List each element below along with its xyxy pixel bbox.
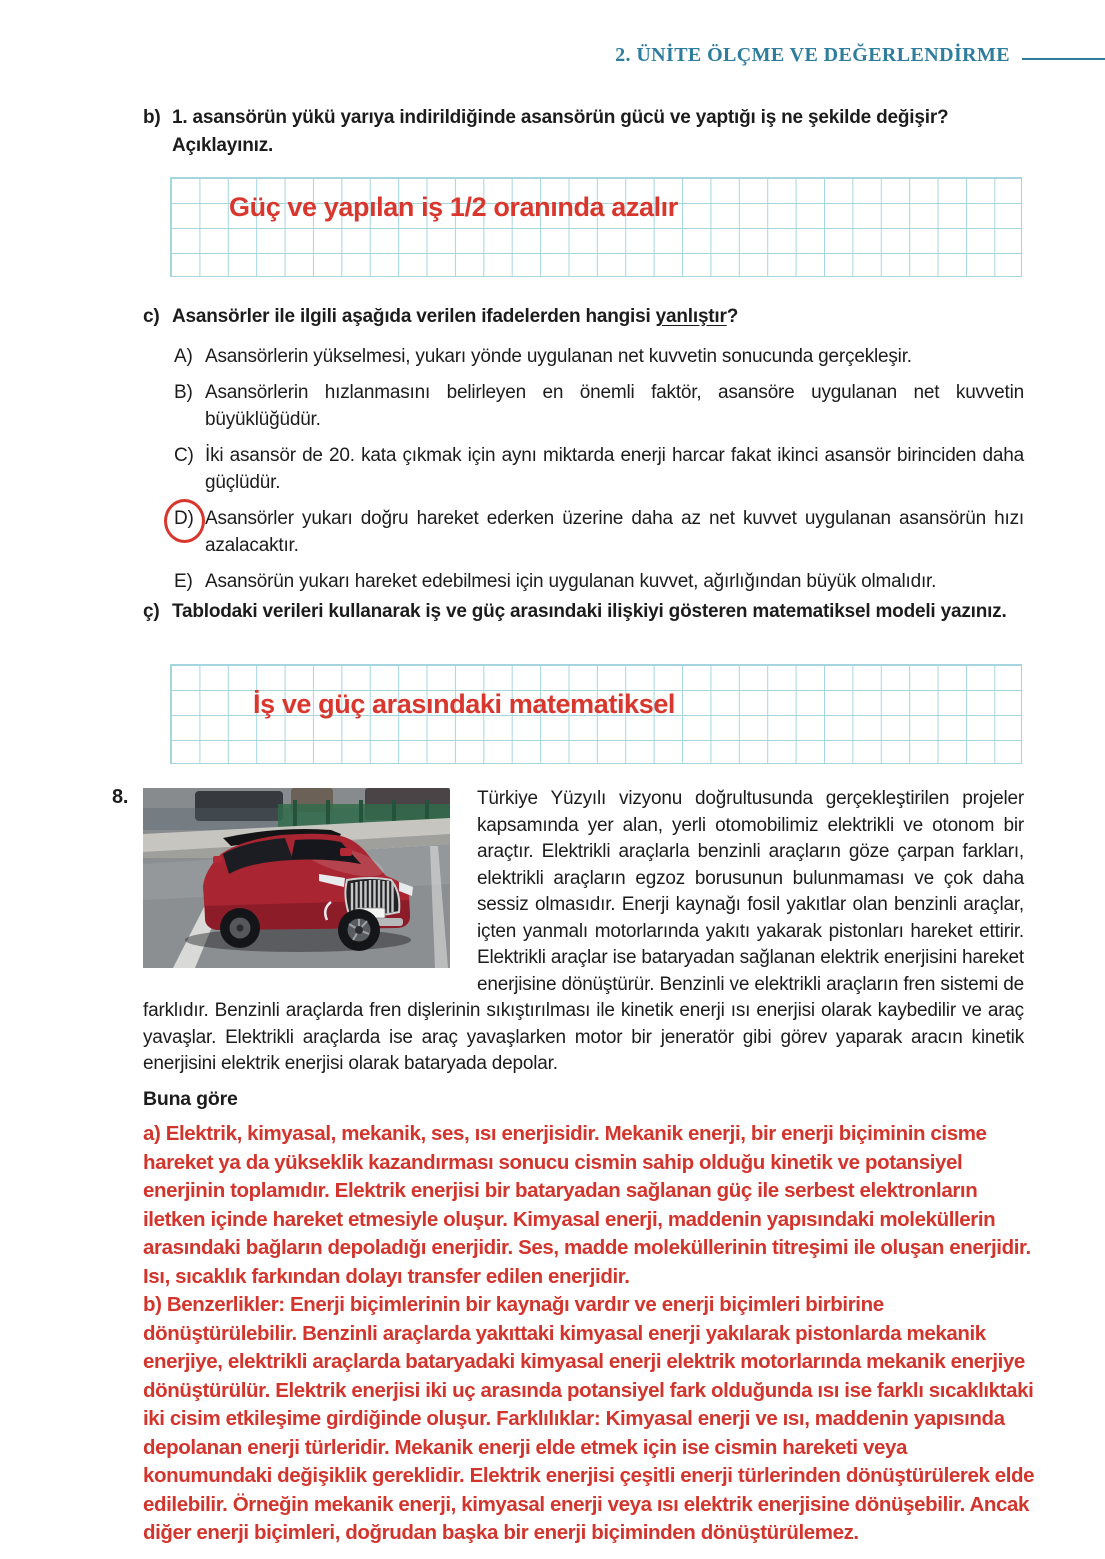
option-b-label: B) <box>174 381 193 403</box>
handwritten-answer-cc: İş ve güç arasındaki matematiksel <box>253 689 676 719</box>
answer-grid-cc <box>170 664 1022 764</box>
option-c-text: İki asansör de 20. kata çıkmak için aynı miktarda enerji harcar fakat ikinci asansör birinciden daha güçlüdür. <box>205 444 1024 493</box>
option-e-text: Asansörün yukarı hareket edebilmesi için uygulanan kuvvet, ağırlığından büyük olmalıdır. <box>205 570 937 592</box>
buna-gore-heading: Buna göre <box>143 1088 238 1110</box>
question-c <box>143 303 1027 331</box>
question-c-text-after: ? <box>726 306 739 327</box>
question-c-text-main: Asansörler ile ilgili aşağıda verilen ifadelerden hangisi <box>172 306 656 327</box>
question-b-text: 1. asansörün yükü yarıya indirildiğinde asansörün gücü ve yaptığı iş ne şekilde değişir? Açıklayınız. <box>172 107 949 156</box>
unit-header-title: 2. ÜNİTE ÖLÇME VE DEĞERLENDİRME <box>615 44 1010 66</box>
option-d-label <box>174 505 205 560</box>
question-c-label: c) <box>143 306 160 327</box>
handwritten-answer-b: Güç ve yapılan iş 1/2 oranında azalır <box>229 192 678 222</box>
option-b-text: Asansörlerin hızlanmasını belirleyen en önemli faktör, asansöre uygulanan net kuvvetin büyüklüğüdür. <box>205 381 1024 430</box>
question-8-car-photo <box>143 788 450 968</box>
answer-grid-b <box>170 177 1022 277</box>
option-b <box>174 379 1024 434</box>
question-8-paragraph: Türkiye Yüzyılı vizyonu doğrultusunda gerçekleştirilen projeler kapsamında yer alan, yerli otomobilimiz elektrikli ve otonom bir araçtır. Elektrikli araçlarla benzinli araçların göze çarpan farkları, elektrikli araçların egzoz borusunun bulunmaması ve çok daha sessiz olmasıdır. Enerji kaynağı fosil yakıtlar olan benzinli araçlar, içten yanmalı motorlarında yakıtı yakarak pistonları hareket ettirir. Elektrikli araçlar ise bataryadan sağlanan elektrik enerjisini hareket enerjisine dönüştürür. Benzinli ve elektrikli araçların fren sistemi de farklıdır. Benzinli araçlarda fren dişlerinin sıkıştırılması ile kinetik enerji ısı enerjisi olarak kaybedilir ve araç yavaşlar. Elektrikli araçlarda ise araç yavaşlarken motor bir jeneratör gibi görev yaparak aracın kinetik enerjisini elektrik enerjisi olarak bataryada depolar. <box>143 788 1024 1074</box>
option-list <box>174 343 1024 603</box>
question-b-label: b) <box>143 107 161 128</box>
option-c-label: C) <box>174 444 194 466</box>
answer-circle-mark <box>164 499 205 543</box>
option-a-label: A) <box>174 346 193 367</box>
option-c <box>174 442 1024 497</box>
question-cc-text: Tablodaki verileri kullanarak iş ve güç arasındaki ilişkiyi gösteren matematiksel modeli yazınız. <box>172 601 1007 622</box>
question-c-text-underlined: yanlıştır <box>655 306 727 327</box>
option-d-text: Asansörler yukarı doğru hareket ederken üzerine daha az net kuvvet uygulanan asansörün hızı azalacaktır. <box>205 507 1024 556</box>
question-8-number: 8. <box>112 786 129 808</box>
header-rule <box>1022 58 1105 60</box>
question-cc <box>143 598 1027 626</box>
question-cc-label: ç) <box>143 601 160 622</box>
question-c-text <box>172 303 1027 331</box>
option-e <box>174 568 1024 596</box>
option-a <box>174 343 1024 371</box>
option-d <box>174 505 1024 560</box>
option-d-label-text: D) <box>174 507 194 529</box>
handwritten-answers-8 <box>143 1120 1035 1548</box>
option-a-text: Asansörlerin yükselmesi, yukarı yönde uygulanan net kuvvetin sonucunda gerçekleşir. <box>205 346 912 367</box>
handwritten-answer-8a: a) Elektrik, kimyasal, mekanik, ses, ısı enerjisidir. Mekanik enerji, bir enerji biçiminin cisme hareket ya da yükseklik kazandırması sonucu cismin sahip olduğu kinetik ve potansiyel enerjinin toplamıdır. Elektrik enerjisi bir bataryadan sağlanan güç ile serbest elektronların iletken içinde hareket etmesiyle oluşur. Kimyasal enerji, maddenin yapısındaki moleküllerin arasındaki bağların depoladığı enerjidir. Ses, madde moleküllerinin titreşimi ile oluşan enerjidir. Isı, sıcaklık farkından dolayı transfer edilen enerjidir. <box>143 1122 1031 1288</box>
handwritten-answer-8b: b) Benzerlikler: Enerji biçimlerinin bir kaynağı vardır ve enerji biçimleri birbirine dönüştürülebilir. Benzinli araçlarda yakıttaki kimyasal enerji yakılarak pistonlarda mekanik enerjiye, elektrikli araçlarda bataryadaki kimyasal enerji elektrik motorlarında mekanik enerjiye dönüştürülür. Elektrik enerjisi iki uç arasında potansiyel fark olduğunda ısı ise farklı sıcaklıktaki iki cisim etkileşime girdiğinde oluşur. Farklılıklar: Kimyasal enerji ve ısı, maddenin yapısında depolanan enerji türleridir. Mekanik enerji elde etmek için ise cismin hareketi veya konumundaki değişiklik gereklidir. Elektrik enerjisi çeşitli enerji türlerinden dönüştürülerek elde edilebilir. Örneğin mekanik enerji, kimyasal enerji veya ısı elektrik enerjisine dönüşebilir. Ancak diğer enerji biçimleri, doğrudan başka bir enerji biçiminden dönüştürülemez. <box>143 1293 1035 1544</box>
question-8 <box>143 786 1024 1078</box>
question-b <box>143 104 1027 160</box>
option-e-label: E) <box>174 570 193 592</box>
